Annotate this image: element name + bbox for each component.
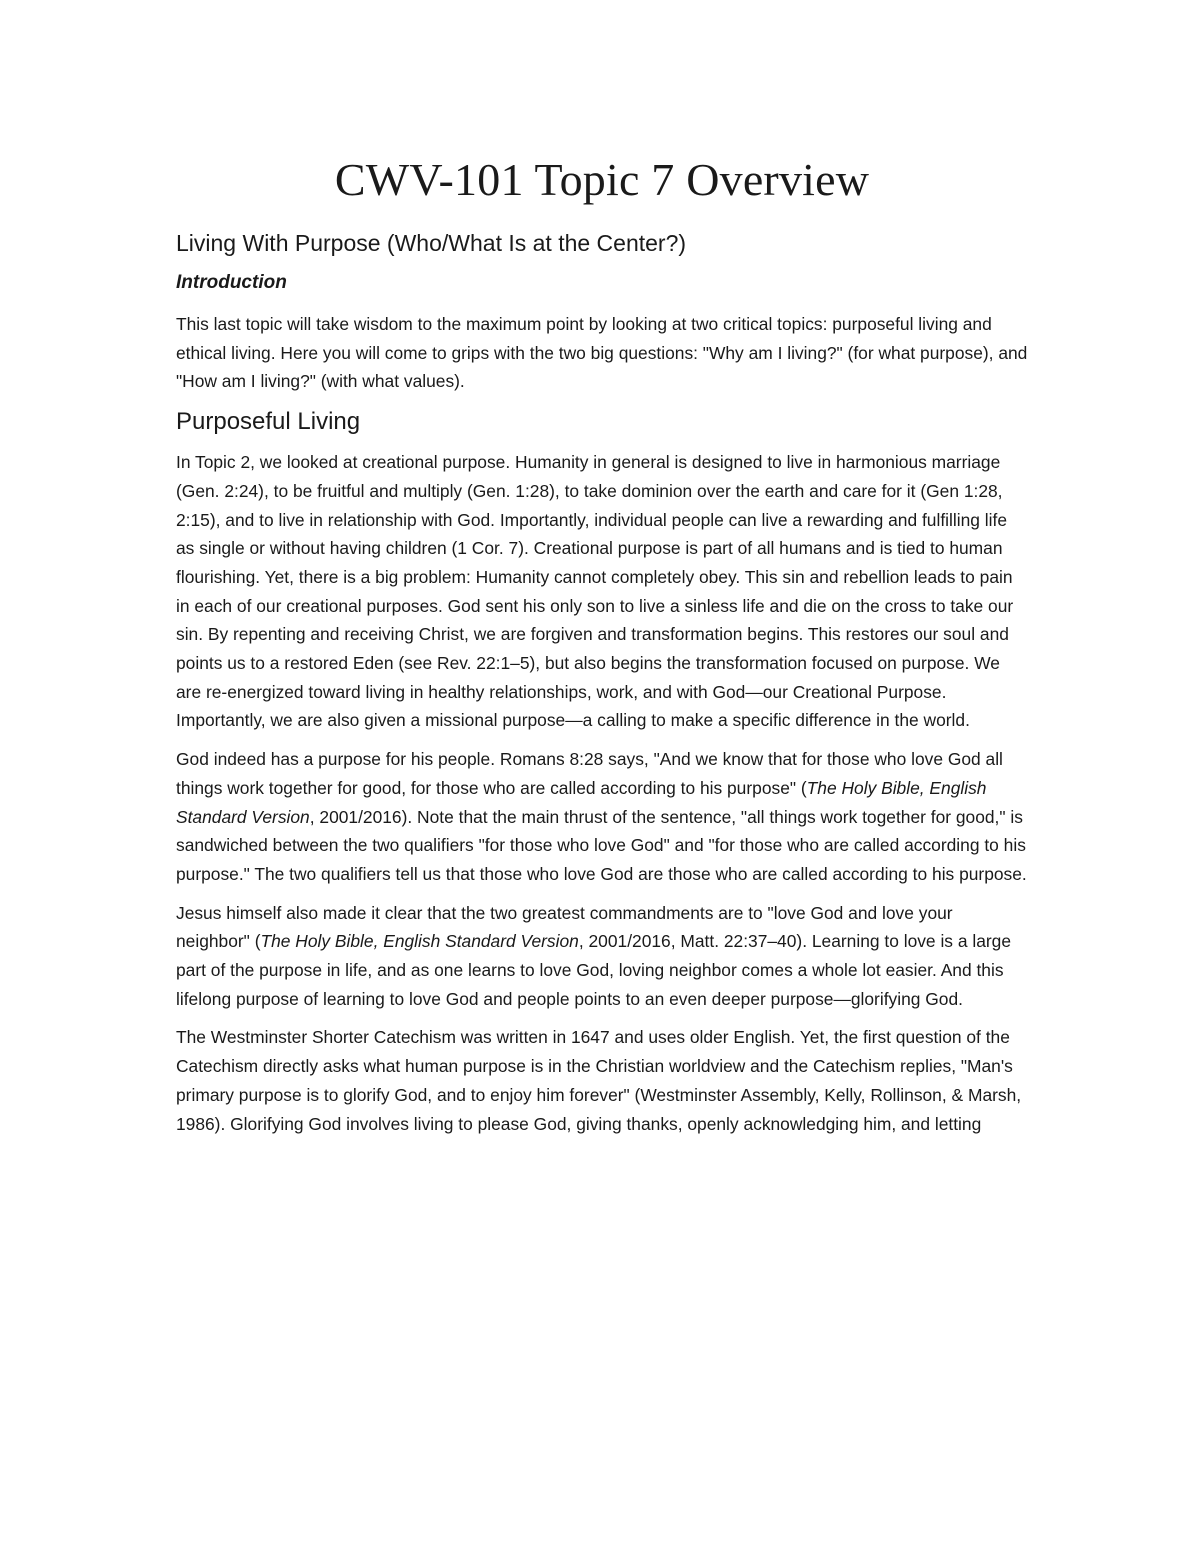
document-subtitle: Living With Purpose (Who/What Is at the Center?): [176, 230, 687, 256]
paragraph-commandments-text-a: Jesus himself also made it clear that the two greatest commandments are to "love God and love your neighbor" (: [176, 902, 953, 952]
section-heading-purposeful-living: Purposeful Living: [176, 408, 361, 436]
citation-esv-2: The Holy Bible, English Standard Version: [260, 931, 579, 952]
paragraph-creational-purpose: In Topic 2, we looked at creational purpose. Humanity in general is designed to live in harmonious marriage (Gen. 2:24), to be fruitful and multiply (Gen. 1:28), to take dominion over the earth and care for it (Gen 1:28, 2:15), and to live in relationship with God. Importantly, individual people can live a rewarding and fulfilling life as single or without having children (1 Cor. 7). Creational purpose is part of all humans and is tied to human flourishing. Yet, there is a big problem: Humanity cannot completely obey. This sin and rebellion leads to pain in each of our creational purposes. God sent his only son to live a sinless life and die on the cross to take our sin. By repenting and receiving Christ, we are forgiven and transformation begins. This restores our soul and points us to a restored Eden (see Rev. 22:1–5), but also begins the transformation focused on purpose. We are re-energized toward living in healthy relationships, work, and with God—our Creational Purpose. Importantly, we are also given a missional purpose—a calling to make a specific difference in the world.: [176, 452, 1014, 731]
introduction-heading: Introduction: [176, 272, 287, 293]
paragraph-romans-text-a: God indeed has a purpose for his people. Romans 8:28 says, "And we know that for those who love God all things work together for good, for those who are called according to his purpose" (: [176, 749, 1003, 798]
paragraph-greatest-commandments: [176, 899, 1028, 1014]
document-page: [176, 150, 1028, 1148]
document-title: CWV-101 Topic 7 Overview: [334, 154, 870, 205]
paragraph-romans-text-b: , 2001/2016). Note that the main thrust of the sentence, "all things work together for good," is sandwiched between the two qualifiers "for those who love God" and "for those who are called according to his purpose." The two qualifiers tell us that those who love God are those who are called according to his purpose.: [176, 806, 1027, 884]
introduction-paragraph: This last topic will take wisdom to the maximum point by looking at two critical topics: purposeful living and ethical living. Here you will come to grips with the two big questions: "Why am I living?" (for what purpose), and "How am I living?" (with what values).: [176, 314, 1028, 392]
citation-esv: The Holy Bible, English Standard Version: [176, 777, 987, 827]
paragraph-romans: [176, 745, 1028, 889]
paragraph-commandments-text-b: , 2001/2016, Matt. 22:37–40). Learning to love is a large part of the purpose in life, and as one learns to love God, loving neighbor comes a whole lot easier. And this lifelong purpose of learning to love God and people points to an even deeper purpose—glorifying God.: [176, 931, 1012, 1009]
paragraph-westminster: The Westminster Shorter Catechism was written in 1647 and uses older English. Yet, the first question of the Catechism directly asks what human purpose is in the Christian worldview and the Catechism replies, "Man's primary purpose is to glorify God, and to enjoy him forever" (Westminster Assembly, Kelly, Rollinson, & Marsh, 1986). Glorifying God involves living to please God, giving thanks, openly acknowledging him, and letting: [176, 1027, 1022, 1134]
